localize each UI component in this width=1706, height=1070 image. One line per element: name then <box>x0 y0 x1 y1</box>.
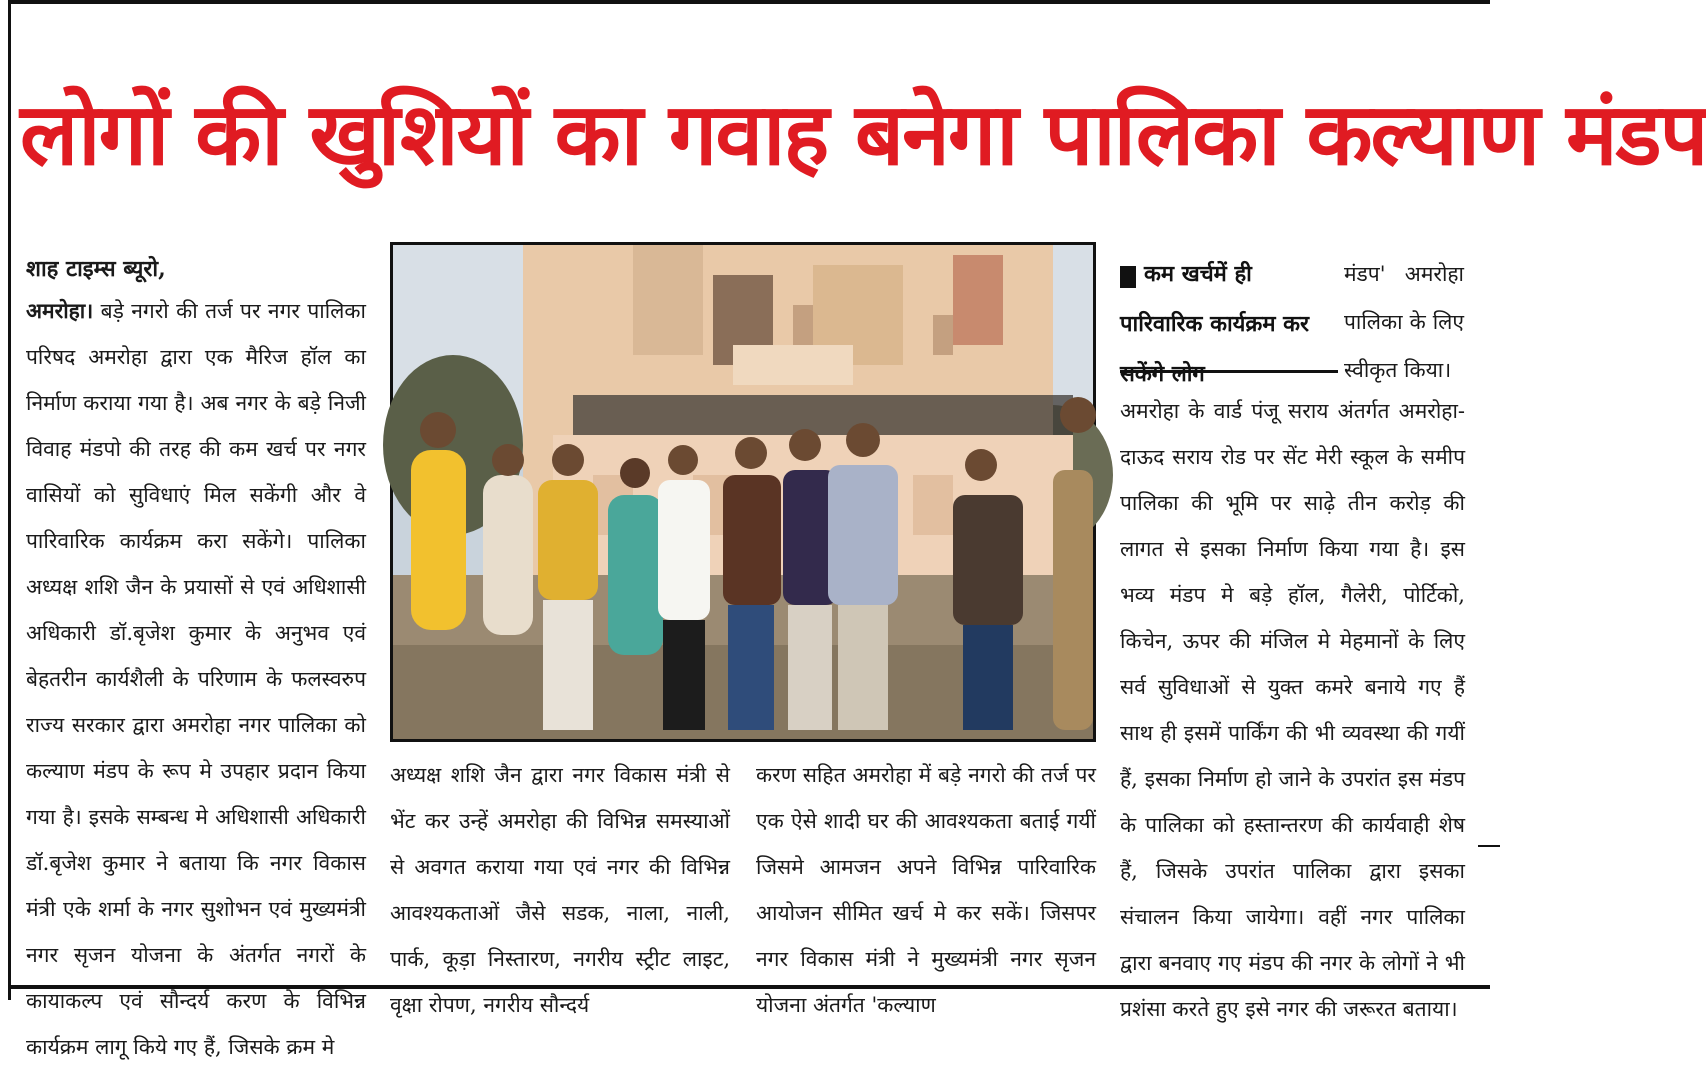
article-column-3 <box>756 752 1096 1017</box>
column-1-text: बड़े नगरो की तर्ज पर नगर पालिका परिषद अमरोहा द्वारा एक मैरिज हॉल का निर्माण कराया गया है। अब नगर के बड़े निजी विवाह मंडपो की तरह की कम खर्च पर नगर वासियों को सुविधाएं मिल सकेंगी और वे पारिवारिक कार्यक्रम करा सकेंगे। पालिका अध्यक्ष शशि जैन के प्रयासों से एवं अधिशासी अधिकारी डॉ.बृजेश कुमार के अनुभव एवं बेहतरीन कार्यशैली के परिणाम के फलस्वरुप राज्य सरकार द्वारा अमरोहा नगर पालिका को कल्याण मंडप के रूप मे उपहार प्रदान किया गया है। इसके सम्बन्ध मे अधिशासी अधिकारी डॉ.बृजेश कुमार ने बताया कि नगर विकास मंत्री एके शर्मा के नगर सुशोभन एवं मुख्यमंत्री नगर सृजन योजना के अंतर्गत नगरों के कायाकल्प एवं सौन्दर्य करण के विभिन्न कार्यक्रम लागू किये गए हैं, जिसके क्रम मे <box>26 299 366 1059</box>
headline: लोगों की खुशियों का गवाह बनेगा पालिका कल्याण मंडप <box>20 85 1706 185</box>
column-2-text: अध्यक्ष शशि जैन द्वारा नगर विकास मंत्री से भेंट कर उन्हें अमरोहा की विभिन्न समस्याओं से अवगत कराया गया एवं नगर की विभिन्न आवश्यकताओं जैसे सडक, नाला, नाली, पार्क, कूड़ा निस्तारण, नगरीय स्ट्रीट लाइट, वृक्षा रोपण, नगरीय सौन्दर्य <box>390 763 730 1017</box>
left-rule <box>8 0 11 1000</box>
top-rule <box>10 0 1490 4</box>
highlight-box <box>1120 250 1338 387</box>
right-tick <box>1478 845 1500 847</box>
article-column-1 <box>26 250 366 1059</box>
highlight-text: कम खर्चमें ही पारिवारिक कार्यक्रम कर सकेंगे लोग <box>1120 262 1310 387</box>
photo-illustration <box>393 245 1093 739</box>
column-4-text: अमरोहा के वार्ड पंजू सराय अंतर्गत अमरोहा-दाऊद सराय रोड पर सेंट मेरी स्कूल के समीप पालिका की भूमि पर साढ़े तीन करोड़ की लागत से इसका निर्माण किया गया है। इस भव्य मंडप मे बड़े हॉल, गैलेरी, पोर्टिको, किचेन, ऊपर की मंजिल मे मेहमानों के लिए सर्व सुविधाओं से युक्त कमरे बनाये गए हैं साथ ही इसमें पार्किंग की भी व्यवस्था की गयीं हैं, इसका निर्माण हो जाने के उपरांत इस मंडप के पालिका को हस्तान्तरण की कार्यवाही शेष हैं, जिसके उपरांत पालिका द्वारा इसका संचालन किया जायेगा। वहीं नगर पालिका द्वारा बनवाए गए मंडप की नगर के लोगों ने भी प्रशंसा करते हुए इसे नगर की जरूरत बताया। <box>1120 399 1465 1021</box>
dateline: अमरोहा। <box>26 298 94 323</box>
column-3-text: करण सहित अमरोहा में बड़े नगरो की तर्ज पर एक ऐसे शादी घर की आवश्यकता बताई गयीं जिसमे आमजन अपने विभिन्न पारिवारिक आयोजन सीमित खर्च मे कर सकें। जिसपर नगर विकास मंत्री ने मुख्यमंत्री नगर सृजन योजना अंतर्गत 'कल्याण <box>756 763 1096 1017</box>
article-column-2 <box>390 752 730 1017</box>
column-4-top-text: मंडप' अमरोहा पालिका के लिए स्वीकृत किया। <box>1344 262 1464 382</box>
article-column-4 <box>1120 388 1465 1021</box>
news-photo <box>390 242 1096 742</box>
article-column-4-top <box>1344 250 1464 390</box>
column-1-body <box>26 288 366 1070</box>
byline: शाह टाइम्स ब्यूरो, <box>26 256 166 282</box>
square-bullet-icon <box>1120 266 1136 288</box>
